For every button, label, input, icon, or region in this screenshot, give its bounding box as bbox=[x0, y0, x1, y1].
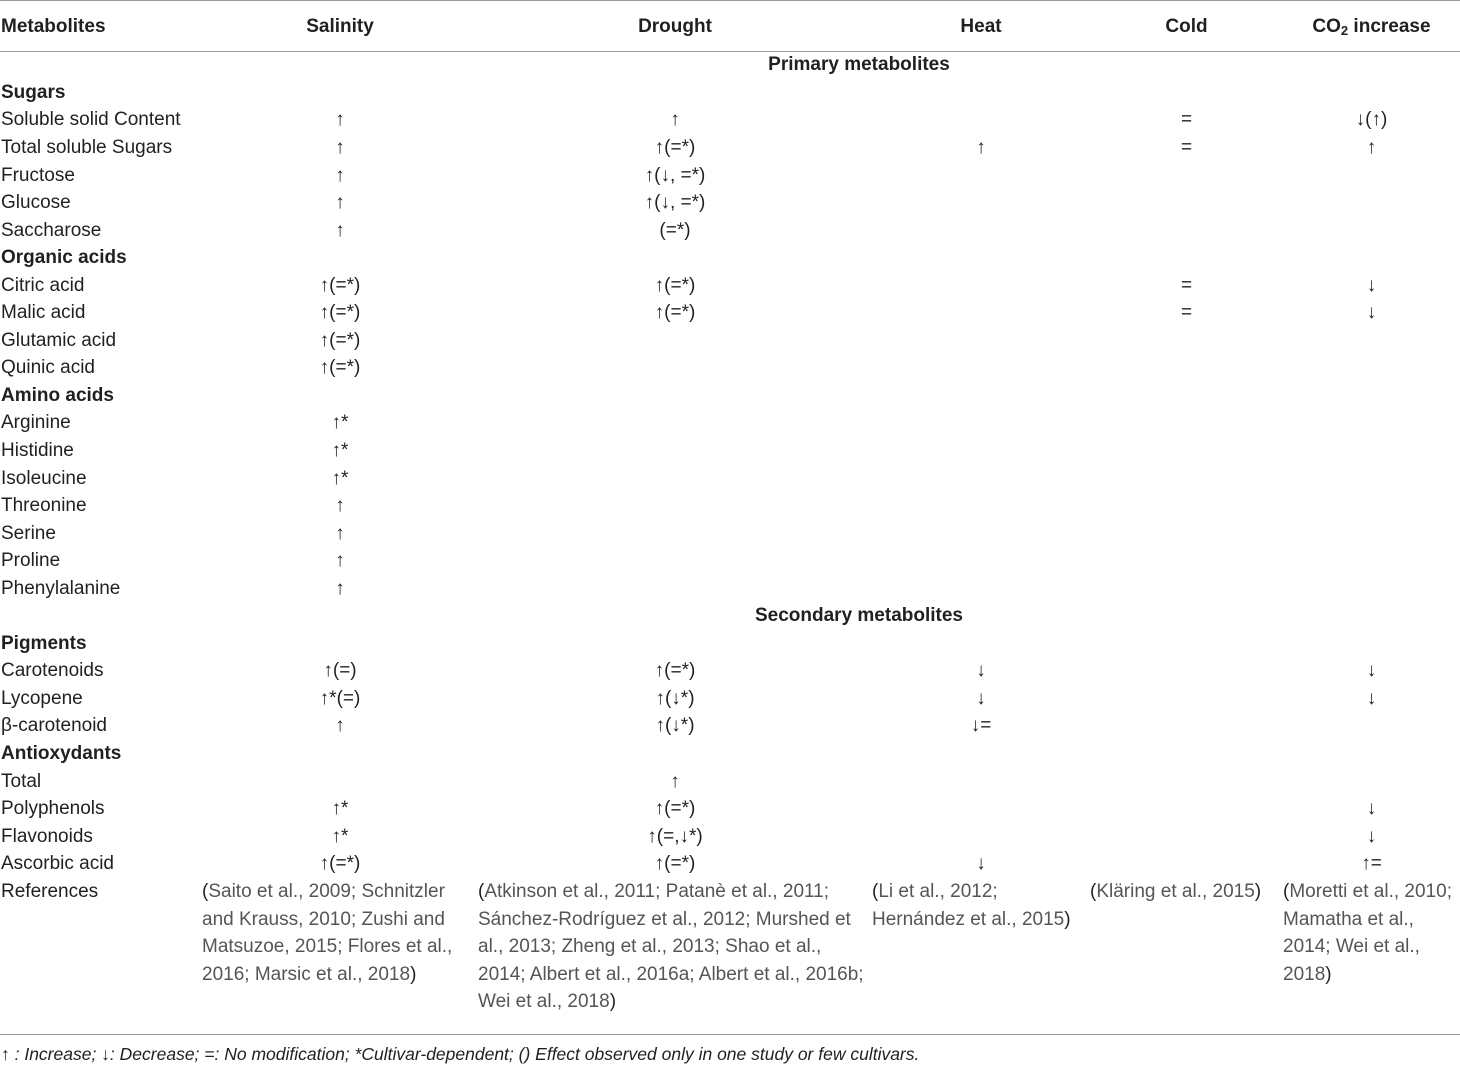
effect-cold bbox=[1090, 217, 1283, 245]
metabolite-name: Malic acid bbox=[1, 302, 86, 324]
metabolite-name: Quinic acid bbox=[1, 357, 95, 379]
header-row bbox=[0, 0, 1460, 52]
effect-heat bbox=[872, 520, 1090, 548]
effect-co2 bbox=[1283, 548, 1460, 576]
metabolite-name: Ascorbic acid bbox=[1, 853, 114, 875]
table-row bbox=[0, 190, 1460, 218]
effect-co2: ↓ bbox=[1366, 687, 1377, 709]
table-row bbox=[0, 658, 1460, 686]
effect-co2 bbox=[1283, 768, 1460, 796]
references-cold-text: Kläring et al., 2015 bbox=[1096, 881, 1255, 903]
effect-salinity: ↑* bbox=[331, 798, 349, 820]
effect-drought: (=*) bbox=[659, 219, 691, 241]
metabolite-name: Total bbox=[1, 770, 42, 792]
effect-salinity: ↑(=) bbox=[323, 660, 357, 682]
effect-co2: ↓ bbox=[1366, 302, 1377, 324]
effect-salinity: ↑ bbox=[335, 522, 345, 544]
references-salinity-text: Saito et al., 2009; Schnitzler and Krauss, 2010; Zushi and Matsuzoe, 2015; Flores et al., 2016; Marsic et al., 2018 bbox=[202, 881, 453, 985]
group-row-amino-acids bbox=[0, 383, 1460, 411]
effect-heat: ↓ bbox=[976, 660, 986, 682]
effect-co2 bbox=[1283, 713, 1460, 741]
metabolite-name: Threonine bbox=[1, 495, 87, 517]
effect-salinity: ↑* bbox=[331, 467, 349, 489]
table-row bbox=[0, 107, 1460, 135]
effect-drought: ↑ bbox=[670, 770, 680, 792]
table-row bbox=[0, 575, 1460, 603]
effect-cold: = bbox=[1180, 109, 1193, 131]
effect-cold bbox=[1090, 796, 1283, 824]
effect-co2: ↓ bbox=[1366, 825, 1377, 847]
effect-heat: ↓= bbox=[970, 715, 992, 737]
table-row bbox=[0, 768, 1460, 796]
effect-co2: ↓ bbox=[1366, 660, 1377, 682]
effect-cold bbox=[1090, 713, 1283, 741]
table-row bbox=[0, 162, 1460, 190]
effect-drought: ↑(↓*) bbox=[655, 715, 695, 737]
effect-heat bbox=[872, 107, 1090, 135]
references-drought-text: Atkinson et al., 2011; Patanè et al., 2011; Sánchez-Rodríguez et al., 2012; Murshed et al., 2013; Zheng et al., 2013; Shao et al., 2014; Albert et al., 2016a; Albert et al., 2016b; Wei et al., 2018 bbox=[478, 881, 864, 1013]
group-pigments: Pigments bbox=[1, 632, 87, 654]
header-co2-subscript: 2 bbox=[1340, 23, 1349, 38]
effect-heat bbox=[872, 465, 1090, 493]
references-heat-text: Li et al., 2012; Hernández et al., 2015 bbox=[872, 881, 1065, 930]
effect-salinity: ↑ bbox=[335, 577, 345, 599]
effect-heat bbox=[872, 493, 1090, 521]
metabolite-name: Citric acid bbox=[1, 274, 85, 296]
effect-drought bbox=[478, 548, 872, 576]
effect-co2 bbox=[1283, 410, 1460, 438]
metabolite-name: Proline bbox=[1, 550, 61, 572]
table-row bbox=[0, 796, 1460, 824]
section-row-secondary bbox=[0, 603, 1460, 631]
metabolite-name: Flavonoids bbox=[1, 825, 93, 847]
effect-heat bbox=[872, 768, 1090, 796]
effect-heat: ↑ bbox=[976, 136, 986, 158]
effect-co2: ↓ bbox=[1366, 274, 1377, 296]
effect-salinity: ↑* bbox=[331, 439, 349, 461]
effect-drought: ↑(=,↓*) bbox=[647, 825, 703, 847]
references-co2: (Moretti et al., 2010; Mamatha et al., 2014; Wei et al., 2018) bbox=[1283, 881, 1452, 985]
section-primary-metabolites: Primary metabolites bbox=[768, 54, 950, 76]
effect-salinity: ↑*(=) bbox=[319, 687, 361, 709]
references-salinity: (Saito et al., 2009; Schnitzler and Krauss, 2010; Zushi and Matsuzoe, 2015; Flores et al., 2016; Marsic et al., 2018) bbox=[202, 881, 453, 985]
effect-heat bbox=[872, 438, 1090, 466]
effect-salinity: ↑ bbox=[335, 136, 345, 158]
table-row bbox=[0, 465, 1460, 493]
section-row-primary bbox=[0, 52, 1460, 80]
metabolite-name: Total soluble Sugars bbox=[1, 136, 173, 158]
references-drought: (Atkinson et al., 2011; Patanè et al., 2011; Sánchez-Rodríguez et al., 2012; Murshed et al., 2013; Zheng et al., 2013; Shao et al., 2014; Albert et al., 2016a; Albert et al., 2016b; Wei et al., 2018) bbox=[478, 881, 864, 1013]
effect-heat bbox=[872, 410, 1090, 438]
group-organic-acids: Organic acids bbox=[1, 247, 127, 269]
references-co2-text: Moretti et al., 2010; Mamatha et al., 2014; Wei et al., 2018 bbox=[1283, 881, 1452, 985]
header-salinity: Salinity bbox=[306, 16, 374, 37]
effect-cold bbox=[1090, 823, 1283, 851]
effect-cold bbox=[1090, 493, 1283, 521]
header-drought: Drought bbox=[638, 16, 712, 37]
effect-cold bbox=[1090, 851, 1283, 879]
effect-heat: ↓ bbox=[976, 853, 986, 875]
effect-cold bbox=[1090, 190, 1283, 218]
effect-salinity: ↑ bbox=[335, 495, 345, 517]
effect-cold: = bbox=[1180, 302, 1193, 324]
effect-cold bbox=[1090, 575, 1283, 603]
effect-salinity: ↑ bbox=[335, 192, 345, 214]
effect-cold bbox=[1090, 686, 1283, 714]
effect-co2: ↓ bbox=[1366, 798, 1377, 820]
effect-drought bbox=[478, 493, 872, 521]
group-antioxydants: Antioxydants bbox=[1, 743, 122, 764]
effect-heat bbox=[872, 327, 1090, 355]
header-co2-prefix: CO bbox=[1312, 16, 1341, 37]
metabolite-name: Serine bbox=[1, 522, 56, 544]
table-row bbox=[0, 272, 1460, 300]
effect-co2 bbox=[1283, 465, 1460, 493]
effect-co2 bbox=[1283, 575, 1460, 603]
effect-cold bbox=[1090, 327, 1283, 355]
effect-heat bbox=[872, 217, 1090, 245]
table-row bbox=[0, 851, 1460, 879]
effect-co2 bbox=[1283, 520, 1460, 548]
metabolite-name: Saccharose bbox=[1, 219, 102, 241]
metabolite-name: Glutamic acid bbox=[1, 329, 117, 351]
metabolite-name: Histidine bbox=[1, 439, 74, 461]
effect-salinity: ↑ bbox=[335, 109, 345, 131]
metabolite-name: Arginine bbox=[1, 412, 71, 434]
metabolite-name: Lycopene bbox=[1, 687, 83, 709]
effect-salinity: ↑ bbox=[335, 715, 345, 737]
references-row bbox=[0, 878, 1460, 1016]
group-row-organic-acids bbox=[0, 245, 1460, 273]
table-row bbox=[0, 355, 1460, 383]
metabolite-name: Soluble solid Content bbox=[1, 109, 181, 131]
effect-drought: ↑ bbox=[670, 109, 680, 131]
effect-drought: ↑(=*) bbox=[654, 798, 696, 820]
header-co2-suffix: increase bbox=[1348, 16, 1431, 37]
header-cold: Cold bbox=[1165, 16, 1208, 37]
effect-cold bbox=[1090, 658, 1283, 686]
bottom-rule bbox=[0, 1034, 1460, 1035]
effect-salinity: ↑(=*) bbox=[319, 274, 361, 296]
effect-heat bbox=[872, 272, 1090, 300]
effect-heat bbox=[872, 796, 1090, 824]
effect-salinity: ↑(=*) bbox=[319, 357, 361, 379]
references-label: References bbox=[1, 881, 99, 903]
effect-heat bbox=[872, 190, 1090, 218]
effect-heat: ↓ bbox=[976, 687, 986, 709]
table-row bbox=[0, 438, 1460, 466]
effect-drought: ↑(↓, =*) bbox=[644, 192, 706, 214]
metabolite-name: Carotenoids bbox=[1, 660, 104, 682]
effect-drought bbox=[478, 410, 872, 438]
effect-cold bbox=[1090, 355, 1283, 383]
effect-drought bbox=[478, 465, 872, 493]
header-heat: Heat bbox=[960, 16, 1002, 37]
effect-cold: = bbox=[1180, 274, 1193, 296]
metabolite-name: Phenylalanine bbox=[1, 577, 121, 599]
section-secondary-metabolites: Secondary metabolites bbox=[754, 605, 964, 627]
group-row-antioxydants bbox=[0, 741, 1460, 769]
effect-drought bbox=[478, 327, 872, 355]
metabolite-name: β-carotenoid bbox=[1, 715, 107, 737]
table-row bbox=[0, 548, 1460, 576]
group-amino-acids: Amino acids bbox=[1, 384, 114, 406]
effect-cold bbox=[1090, 548, 1283, 576]
group-row-sugars bbox=[0, 80, 1460, 108]
effect-salinity: ↑(=*) bbox=[319, 853, 361, 875]
table-row bbox=[0, 300, 1460, 328]
effect-drought: ↑(=*) bbox=[654, 302, 696, 324]
effect-co2 bbox=[1283, 493, 1460, 521]
effect-salinity: ↑* bbox=[331, 412, 349, 434]
table-row bbox=[0, 520, 1460, 548]
effect-heat bbox=[872, 162, 1090, 190]
effect-cold bbox=[1090, 438, 1283, 466]
table-row bbox=[0, 327, 1460, 355]
references-heat: (Li et al., 2012; Hernández et al., 2015) bbox=[872, 881, 1071, 930]
group-sugars: Sugars bbox=[1, 81, 66, 103]
metabolite-name: Polyphenols bbox=[1, 798, 105, 820]
effect-co2 bbox=[1283, 438, 1460, 466]
effect-salinity: ↑ bbox=[335, 550, 345, 572]
header-metabolites: Metabolites bbox=[1, 16, 106, 37]
effect-heat bbox=[872, 548, 1090, 576]
table-row bbox=[0, 493, 1460, 521]
effect-heat bbox=[872, 300, 1090, 328]
effect-co2 bbox=[1283, 355, 1460, 383]
effect-heat bbox=[872, 355, 1090, 383]
table-row bbox=[0, 823, 1460, 851]
effect-co2: ↑= bbox=[1361, 853, 1382, 875]
effect-salinity: ↑(=*) bbox=[319, 329, 361, 351]
table-row bbox=[0, 410, 1460, 438]
effect-drought bbox=[478, 575, 872, 603]
effect-cold bbox=[1090, 768, 1283, 796]
effect-salinity: ↑ bbox=[335, 219, 345, 241]
effect-heat bbox=[872, 823, 1090, 851]
effect-salinity: ↑(=*) bbox=[319, 302, 361, 324]
effect-salinity: ↑ bbox=[335, 164, 345, 186]
effect-drought: ↑(=*) bbox=[654, 136, 696, 158]
effect-cold bbox=[1090, 410, 1283, 438]
table-row bbox=[0, 713, 1460, 741]
effect-co2 bbox=[1283, 190, 1460, 218]
references-cold: (Kläring et al., 2015) bbox=[1090, 881, 1262, 903]
table-row bbox=[0, 217, 1460, 245]
table-row bbox=[0, 135, 1460, 163]
effect-drought: ↑(=*) bbox=[654, 274, 696, 296]
effect-heat bbox=[872, 575, 1090, 603]
table-row bbox=[0, 686, 1460, 714]
effect-cold bbox=[1090, 162, 1283, 190]
metabolite-name: Glucose bbox=[1, 192, 71, 214]
effect-cold bbox=[1090, 465, 1283, 493]
effect-drought bbox=[478, 520, 872, 548]
effect-salinity: ↑* bbox=[331, 825, 349, 847]
header-co2-increase bbox=[1283, 0, 1460, 52]
effect-co2: ↑ bbox=[1366, 136, 1377, 158]
effect-salinity bbox=[202, 768, 478, 796]
table-footnote: ↑ : Increase; ↓: Decrease; =: No modification; *Cultivar-dependent; () Effect observed only in one study or few cultivars. bbox=[1, 1044, 920, 1064]
effect-drought: ↑(=*) bbox=[654, 853, 696, 875]
effect-drought bbox=[478, 355, 872, 383]
effect-co2 bbox=[1283, 327, 1460, 355]
metabolite-name: Fructose bbox=[1, 164, 75, 186]
effect-cold bbox=[1090, 520, 1283, 548]
effect-drought: ↑(↓*) bbox=[655, 687, 695, 709]
effect-co2 bbox=[1283, 217, 1460, 245]
effect-drought bbox=[478, 438, 872, 466]
effect-co2: ↓(↑) bbox=[1355, 109, 1388, 131]
metabolite-name: Isoleucine bbox=[1, 467, 87, 489]
effect-drought: ↑(↓, =*) bbox=[644, 164, 706, 186]
effect-cold: = bbox=[1180, 136, 1193, 158]
effect-drought: ↑(=*) bbox=[654, 660, 696, 682]
effect-co2 bbox=[1283, 162, 1460, 190]
group-row-pigments bbox=[0, 630, 1460, 658]
